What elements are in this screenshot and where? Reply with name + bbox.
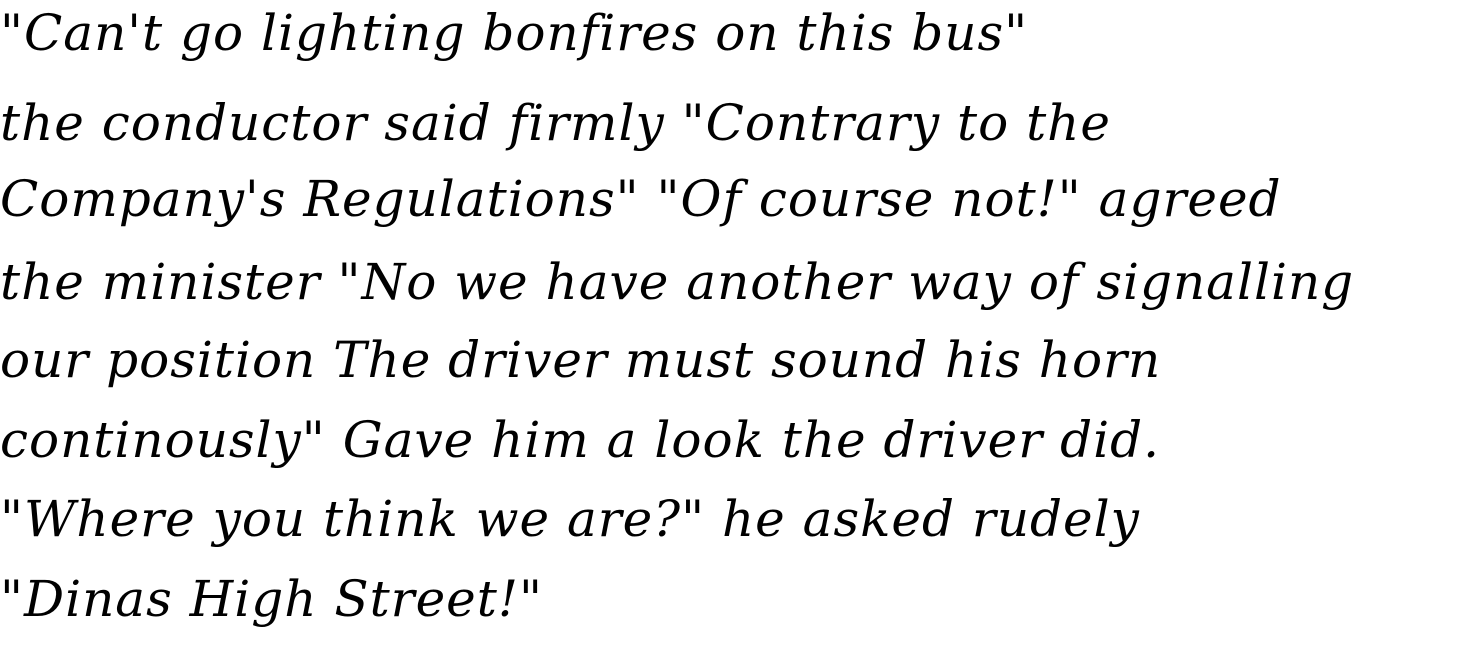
text-line: continously" Gave him a look the driver did. (0, 411, 1160, 469)
text-line: "Can't go lighting bonfires on this bus" (0, 4, 1029, 62)
text-line: our position The driver must sound his horn (0, 331, 1162, 389)
text-line: Company's Regulations" "Of course not!" agreed (0, 170, 1282, 228)
text-line: the conductor said firmly "Contrary to the (0, 94, 1111, 152)
text-line: "Dinas High Street!" (0, 570, 543, 628)
text-line: "Where you think we are?" he asked rudely (0, 490, 1140, 548)
text-line: the minister "No we have another way of signalling (0, 253, 1355, 311)
